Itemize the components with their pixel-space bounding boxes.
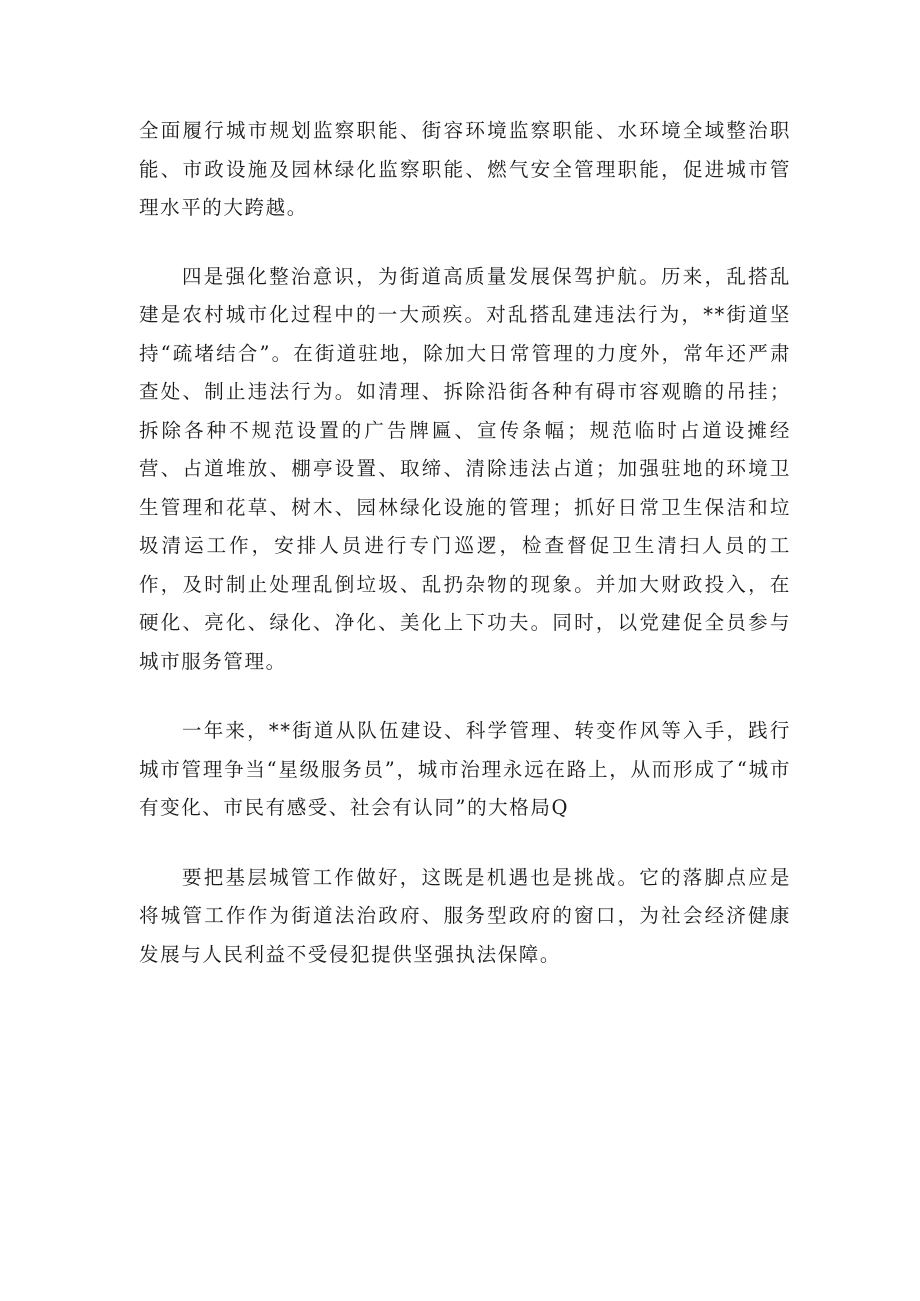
document-body <box>139 112 791 974</box>
paragraph-year-summary: 一年来，**街道从队伍建设、科学管理、转变作风等入手，践行城市管理争当“星级服务员”，城市治理永远在路上，从而形成了“城市有变化、市民有感受、社会有认同”的大格局Q <box>139 719 791 819</box>
paragraph-rectification-awareness: 四是强化整治意识，为街道高质量发展保驾护航。历来，乱搭乱建是农村城市化过程中的一大顽疾。对乱搭乱建违法行为，**街道坚持“疏堵结合”。在街道驻地，除加大日常管理的力度外，常年还严肃查处、制止违法行为。如清理、拆除沿街各种有碍市容观瞻的吊挂；拆除各种不规范设置的广告牌匾、宣传条幅；规范临时占道设摊经营、占道堆放、棚亭设置、取缔、清除违法占道；加强驻地的环境卫生管理和花草、树木、园林绿化设施的管理；抓好日常卫生保洁和垃圾清运工作，安排人员进行专门巡逻，检查督促卫生清扫人员的工作，及时制止处理乱倒垃圾、乱扔杂物的现象。并加大财政投入，在硬化、亮化、绿化、净化、美化上下功夫。同时，以党建促全员参与城市服务管理。 <box>139 264 791 673</box>
paragraph-urban-supervision-duties: 全面履行城市规划监察职能、街容环境监察职能、水环境全域整治职能、市政设施及园林绿化监察职能、燃气安全管理职能，促进城市管理水平的大跨越。 <box>139 119 791 219</box>
paragraph-grassroots-conclusion: 要把基层城管工作做好，这既是机遇也是挑战。它的落脚点应是将城管工作作为街道法治政府、服务型政府的窗口，为社会经济健康发展与人民利益不受侵犯提供坚强执法保障。 <box>139 865 791 966</box>
